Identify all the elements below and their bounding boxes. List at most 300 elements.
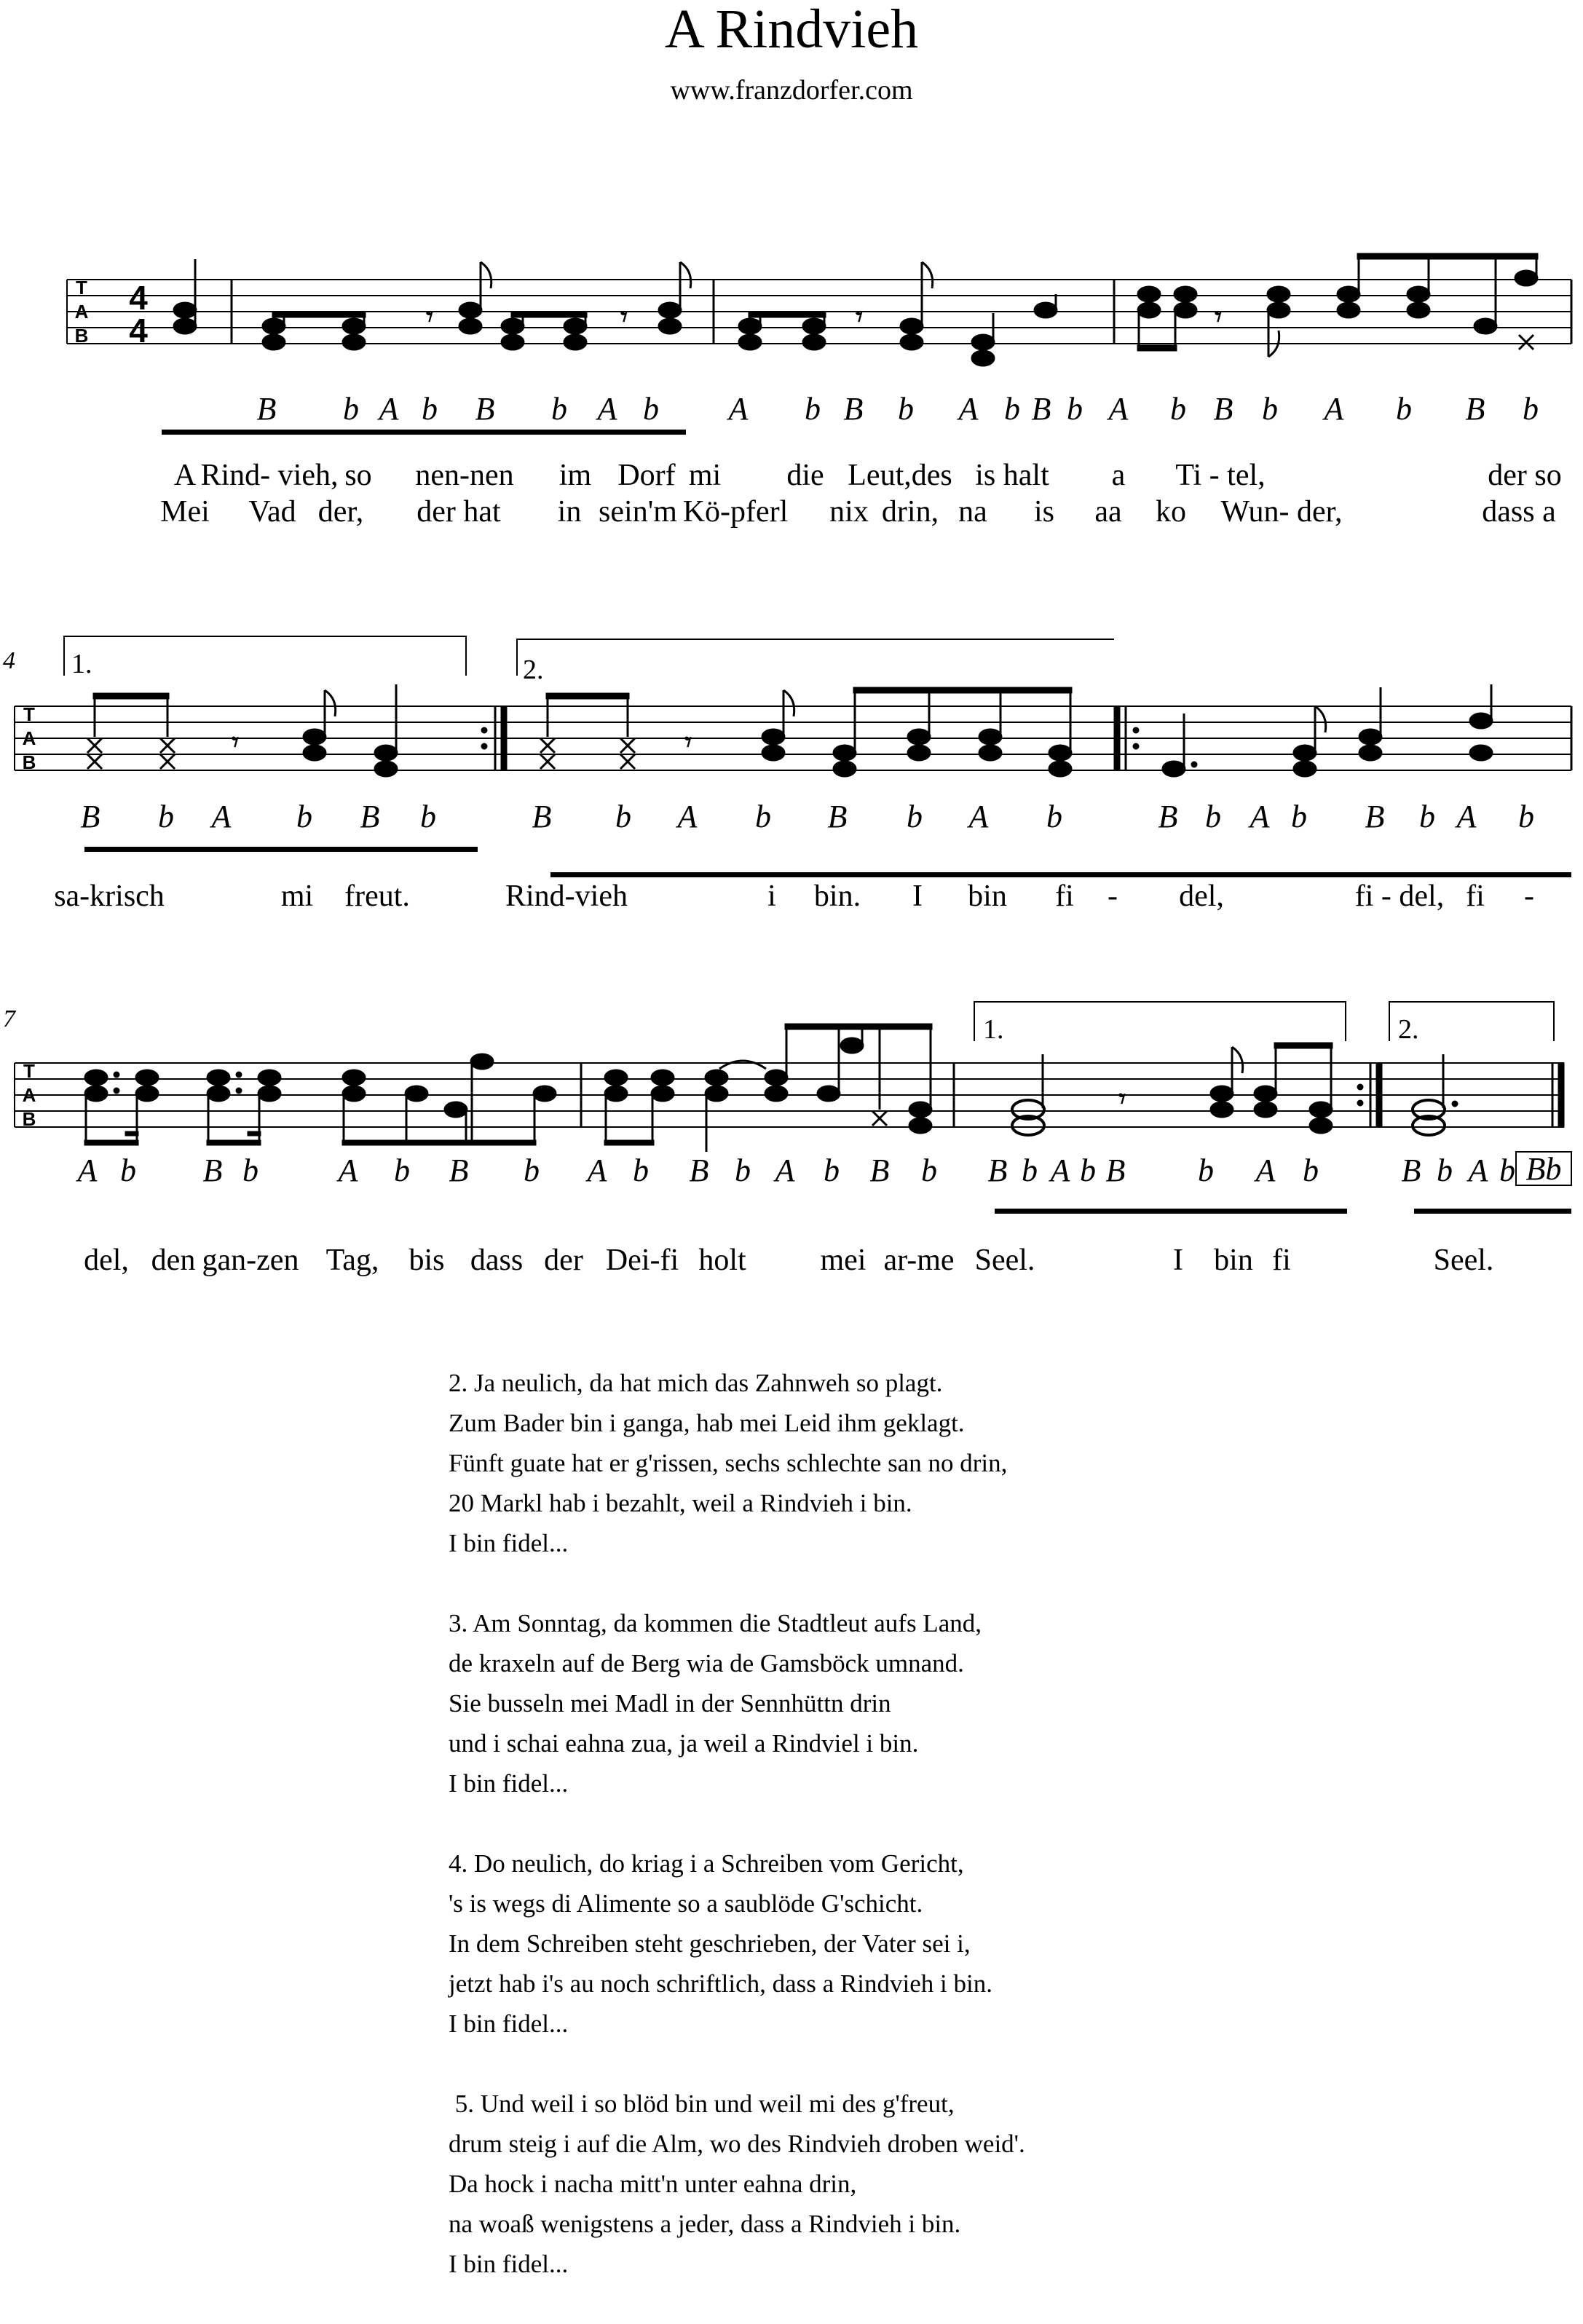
notehead	[738, 334, 762, 350]
lyric-syllable: -	[1524, 880, 1534, 913]
bass-chord: A	[958, 391, 979, 427]
lyric-syllable: fi	[1272, 1244, 1291, 1277]
notehead	[258, 1086, 281, 1102]
beam	[84, 1140, 138, 1145]
lyric-syllable: Vad	[248, 495, 296, 529]
bass-chord: b	[907, 799, 923, 834]
bass-chord: b	[1067, 391, 1083, 427]
notehead	[971, 350, 995, 366]
beam	[604, 1140, 654, 1145]
bass-chord: b	[1198, 1153, 1214, 1188]
bass-chord: b	[1437, 1153, 1453, 1188]
lyric-syllable: in	[557, 495, 582, 529]
beam	[272, 312, 366, 317]
bass-chord: A	[211, 799, 232, 834]
lyric-syllable: Wun- der,	[1220, 495, 1343, 529]
bass-chord: b	[1303, 1153, 1319, 1188]
bass-chord: b	[633, 1153, 649, 1188]
eighth-rest: 𝄾	[426, 302, 434, 333]
bass-chord: B	[80, 799, 100, 834]
notehead	[765, 1070, 788, 1086]
notehead	[1407, 302, 1430, 318]
bass-chord: b	[343, 391, 359, 427]
notehead	[1210, 1102, 1233, 1118]
bass-chord: b	[296, 799, 312, 834]
tab-clef-letter: B	[22, 751, 36, 773]
notehead	[658, 302, 682, 318]
notehead	[705, 1086, 728, 1102]
bass-chord: b	[735, 1153, 751, 1188]
system-3	[3, 1002, 1571, 1277]
bass-chord: b	[1518, 799, 1534, 834]
notehead	[1337, 286, 1360, 302]
volta-label: 2.	[1398, 1014, 1419, 1045]
notehead	[1407, 286, 1430, 302]
notehead	[342, 1070, 366, 1086]
notehead	[135, 1070, 159, 1086]
bass-row	[76, 1153, 1515, 1188]
tab-clef-letter: T	[23, 703, 35, 725]
bass-chord: A	[77, 1153, 98, 1188]
bass-chord: b	[551, 391, 567, 427]
beam	[546, 693, 629, 699]
bass-chord: b	[1022, 1153, 1038, 1188]
bass-chord: b	[1080, 1153, 1096, 1188]
notehead	[802, 318, 826, 334]
bass-chord: B	[869, 1153, 890, 1188]
lyric-syllable: der hat	[417, 495, 501, 529]
lyric-syllable: Ti - tel,	[1175, 459, 1266, 492]
verse-line: drum steig i auf die Alm, wo des Rindvieh droben weid'.	[449, 2130, 1025, 2158]
lyric-syllable: freut.	[344, 880, 410, 913]
bass-chord: B	[1465, 391, 1485, 427]
verse-line: I bin fidel...	[449, 2250, 569, 2278]
lyric-syllable: Seel.	[1433, 1244, 1494, 1277]
bass-chord: A	[1108, 391, 1129, 427]
notehead	[705, 1070, 728, 1086]
notehead	[1210, 1086, 1233, 1102]
beam	[1274, 1043, 1333, 1048]
lyric-syllable: Dei-fi	[605, 1244, 679, 1277]
bass-bar	[162, 430, 686, 435]
volta-bracket	[64, 636, 1114, 676]
lyric-syllable: I	[1173, 1244, 1183, 1277]
bass-chord: B	[202, 1153, 223, 1188]
beam	[853, 687, 1072, 693]
verse-line: 's is wegs di Alimente so a saublöde G'schicht.	[449, 1889, 923, 1918]
bass-chord: B	[1105, 1153, 1126, 1188]
notehead	[564, 318, 587, 334]
notehead	[342, 334, 366, 350]
bass-chord: A	[379, 391, 399, 427]
notehead	[651, 1086, 674, 1102]
chord-box-label: Bb	[1525, 1151, 1562, 1187]
bass-chord: A	[1468, 1153, 1488, 1188]
bass-chord: b	[524, 1153, 540, 1188]
bass-chord: B	[987, 1153, 1008, 1188]
beam	[93, 693, 169, 699]
verse-5	[449, 2084, 1395, 2284]
volta-label: 1.	[71, 649, 92, 679]
notehead	[405, 1086, 428, 1102]
notehead	[1254, 1086, 1277, 1102]
notes	[173, 253, 1538, 366]
beam	[1137, 345, 1177, 351]
notehead	[501, 334, 524, 350]
bass-chord: b	[1419, 799, 1435, 834]
tab-clef-letter: A	[22, 1084, 36, 1106]
time-signature	[129, 279, 148, 349]
bass-chord: b	[420, 799, 436, 834]
tab-clef-letter: A	[74, 301, 89, 323]
notehead	[900, 318, 923, 334]
beam	[749, 312, 826, 317]
lyric-syllable: fi - del,	[1354, 880, 1445, 913]
notehead	[907, 729, 931, 745]
lyric-syllable: gan-zen	[202, 1244, 299, 1277]
verse-line: de kraxeln auf de Berg wia de Gamsböck umnand.	[449, 1649, 964, 1677]
notehead	[1469, 745, 1493, 761]
notehead	[303, 745, 326, 761]
lyric-syllable: so	[344, 459, 372, 492]
bass-chord: A	[1456, 799, 1477, 834]
verse-line: na woaß wenigstens a jeder, dass a Rindvieh i bin.	[449, 2210, 961, 2238]
lyric-syllable: bin	[968, 880, 1007, 913]
verse-line: jetzt hab i's au noch schriftlich, dass a Rindvieh i bin.	[449, 1969, 992, 1998]
notehead	[909, 1102, 932, 1118]
lyric-syllable: Mei	[160, 495, 210, 529]
lyric-syllable: holt	[698, 1244, 746, 1277]
volta-bracket	[974, 1002, 1554, 1041]
bass-chord: B	[843, 391, 864, 427]
bass-chord: b	[824, 1153, 840, 1188]
lyrics-verse-1	[174, 459, 1562, 492]
notehead	[533, 1086, 556, 1102]
lyric-syllable: ko	[1156, 495, 1186, 529]
notehead	[979, 729, 1002, 745]
bass-chord: B	[449, 1153, 469, 1188]
bass-chord: b	[615, 799, 631, 834]
tab-clef	[75, 277, 89, 347]
eighth-rest: 𝄾	[232, 727, 240, 758]
tab-clef	[23, 1060, 36, 1130]
notehead	[817, 1086, 840, 1102]
bass-chord: b	[921, 1153, 937, 1188]
beam	[785, 1024, 932, 1029]
verse-line: I bin fidel...	[449, 1529, 569, 1557]
bass-chord: A	[587, 1153, 607, 1188]
bass-chord: b	[805, 391, 821, 427]
notehead	[1474, 318, 1497, 334]
verse-line: 20 Markl hab i bezahlt, weil a Rindvieh i bin.	[449, 1489, 912, 1517]
lyric-syllable: der so	[1488, 459, 1562, 492]
notehead	[258, 1070, 281, 1086]
verse-line: Zum Bader bin i ganga, hab mei Leid ihm geklagt.	[449, 1409, 965, 1437]
notehead	[84, 1070, 108, 1086]
bass-chord: B	[256, 391, 277, 427]
bass-chord: b	[1523, 391, 1539, 427]
bass-chord: b	[1396, 391, 1412, 427]
lyric-syllable: Kö-pferl	[682, 495, 789, 529]
dead-note	[872, 1111, 887, 1126]
bass-bar	[84, 847, 478, 852]
lyric-syllable: Leut,des	[848, 459, 952, 492]
dead-note	[1519, 335, 1533, 349]
beam	[511, 312, 587, 317]
notehead	[651, 1070, 674, 1086]
verse-line: Sie busseln mei Madl in der Sennhüttn drin	[449, 1689, 891, 1718]
notehead	[1137, 286, 1161, 302]
notehead	[84, 1086, 108, 1102]
lyric-syllable: mi	[688, 459, 722, 492]
notehead	[1359, 745, 1382, 761]
bass-chord: b	[394, 1153, 410, 1188]
verse-line: Da hock i nacha mitt'n unter eahna drin,	[449, 2170, 857, 2198]
bass-bar	[1414, 1209, 1571, 1214]
lyric-syllable: A	[173, 459, 197, 492]
notehead	[173, 318, 197, 334]
beam	[207, 1140, 261, 1145]
notes	[84, 1024, 1458, 1152]
notehead	[1034, 302, 1057, 318]
lyric-syllable: is	[1033, 495, 1055, 529]
time-signature-top: 4	[129, 279, 148, 317]
notehead	[459, 302, 482, 318]
bass-chord: A	[1050, 1153, 1070, 1188]
verse-2	[449, 1363, 1395, 1563]
lyric-syllable: mi	[280, 880, 314, 913]
notehead	[342, 1086, 366, 1102]
notehead	[1267, 302, 1290, 318]
volta-label: 2.	[523, 655, 544, 685]
bass-chord: A	[338, 1153, 358, 1188]
notehead	[833, 745, 856, 761]
verse-line: Fünft guate hat er g'rissen, sechs schlechte san no drin,	[449, 1449, 1008, 1477]
bass-row	[81, 799, 1534, 834]
lyric-syllable: im	[558, 459, 592, 492]
beam	[125, 1131, 138, 1136]
lyric-syllable: der	[544, 1244, 583, 1277]
notehead	[833, 761, 856, 777]
lyric-syllable: fi	[1466, 880, 1485, 913]
eighth-rest: 𝄾	[684, 727, 692, 758]
verse-line: und i schai eahna zua, ja weil a Rindviel i bin.	[449, 1729, 919, 1758]
notehead	[1337, 302, 1360, 318]
lyric-syllable: na	[958, 495, 987, 529]
notehead	[135, 1086, 159, 1102]
lyric-syllable: a	[1111, 459, 1126, 492]
verse-line: I bin fidel...	[449, 1769, 569, 1798]
bass-chord: B	[827, 799, 848, 834]
notehead	[762, 745, 785, 761]
notehead	[374, 761, 398, 777]
tab-clef-letter: T	[76, 277, 87, 299]
lyric-syllable: Rind-vieh	[505, 880, 628, 913]
bass-chord: B	[1213, 391, 1233, 427]
bass-chord: B	[1401, 1153, 1421, 1188]
bass-chord: b	[242, 1153, 258, 1188]
lyric-syllable: fi	[1055, 880, 1074, 913]
bass-chord: B	[532, 799, 552, 834]
bass-chord: b	[1046, 799, 1062, 834]
notehead	[444, 1102, 467, 1118]
notehead	[907, 745, 931, 761]
time-signature-bottom: 4	[129, 312, 148, 349]
eighth-rest: 𝄾	[620, 302, 628, 333]
notehead	[374, 745, 398, 761]
bass-chord: b	[1291, 799, 1307, 834]
lyric-syllable: bin.	[813, 880, 861, 913]
tie	[719, 1061, 766, 1069]
verse-line: 3. Am Sonntag, da kommen die Stadtleut aufs Land,	[449, 1609, 982, 1637]
notehead	[1309, 1102, 1333, 1118]
notehead	[1162, 761, 1185, 777]
bass-chord: A	[728, 391, 749, 427]
verse-3	[449, 1603, 1395, 1803]
lyric-syllable: dass	[470, 1244, 524, 1277]
notes	[87, 684, 1493, 777]
tab-clef	[23, 703, 36, 773]
bass-chord: A	[1255, 1153, 1276, 1188]
lyric-syllable: Seel.	[974, 1244, 1035, 1277]
lyric-syllable: -	[1108, 880, 1118, 913]
lyric-syllable: del,	[1179, 880, 1224, 913]
notehead	[342, 318, 366, 334]
notehead	[1267, 286, 1290, 302]
lyric-syllable: nen-nen	[415, 459, 514, 492]
bass-chord: A	[597, 391, 617, 427]
lyric-syllable: nix	[829, 495, 869, 529]
bass-chord: A	[775, 1153, 795, 1188]
beam	[248, 1131, 261, 1136]
lyric-syllable: bin	[1214, 1244, 1253, 1277]
notehead	[564, 334, 587, 350]
verse-4	[449, 1843, 1395, 2044]
verse-line: 4. Do neulich, do kriag i a Schreiben vom Gericht,	[449, 1849, 964, 1878]
notehead	[1049, 761, 1072, 777]
lyric-syllable: drin,	[881, 495, 939, 529]
notehead	[1293, 745, 1316, 761]
lyric-syllable: der,	[317, 495, 364, 529]
verses-block	[449, 1363, 1395, 2324]
bass-chord: b	[1004, 391, 1020, 427]
measure-number: 7	[3, 1005, 15, 1032]
notehead	[262, 318, 285, 334]
notehead	[762, 729, 785, 745]
notehead	[604, 1086, 628, 1102]
lyrics-verse-1	[54, 880, 1534, 913]
beam	[1357, 253, 1538, 259]
tab-clef-letter: A	[22, 727, 36, 749]
lyric-syllable: bis	[408, 1244, 445, 1277]
website-url: www.franzdorfer.com	[670, 75, 913, 106]
eighth-rest: 𝄾	[1118, 1084, 1126, 1115]
lyric-syllable: aa	[1094, 495, 1122, 529]
bass-chord: b	[755, 799, 771, 834]
notehead	[262, 334, 285, 350]
notehead	[173, 302, 197, 318]
system-2	[3, 636, 1571, 913]
eighth-rest: 𝄾	[1215, 302, 1223, 333]
bass-chord: A	[968, 799, 989, 834]
notehead	[658, 318, 682, 334]
verse-line: In dem Schreiben steht geschrieben, der Vater sei i,	[449, 1929, 971, 1958]
bass-chord: b	[1170, 391, 1186, 427]
lyric-syllable: die	[786, 459, 824, 492]
bass-chord: A	[1250, 799, 1270, 834]
bass-chord: A	[677, 799, 698, 834]
notehead	[1174, 302, 1197, 318]
bass-chord: b	[1499, 1153, 1515, 1188]
notehead	[971, 334, 995, 350]
lyric-syllable: del,	[84, 1244, 129, 1277]
notehead	[1174, 286, 1197, 302]
lyric-syllable: is halt	[975, 459, 1049, 492]
notehead	[900, 334, 923, 350]
notehead	[303, 729, 326, 745]
notehead	[738, 318, 762, 334]
lyric-syllable: Rind- vieh,	[200, 459, 339, 492]
lyric-syllable: Tag,	[325, 1244, 379, 1277]
notehead	[1293, 761, 1316, 777]
lyric-syllable: mei	[820, 1244, 866, 1277]
notehead	[909, 1118, 932, 1134]
measure-number: 4	[3, 647, 15, 674]
notehead	[1469, 713, 1493, 729]
notehead	[979, 745, 1002, 761]
verse-line: 5. Und weil i so blöd bin und weil mi des g'freut,	[449, 2090, 955, 2118]
song-title: A Rindvieh	[664, 0, 919, 60]
bass-chord: b	[898, 391, 914, 427]
lyric-syllable: Dorf	[617, 459, 676, 492]
verse-line: I bin fidel...	[449, 2009, 569, 2038]
tab-clef-letter: B	[74, 325, 89, 347]
bass-chord: B	[475, 391, 495, 427]
notehead	[207, 1086, 230, 1102]
notehead	[207, 1070, 230, 1086]
notehead	[765, 1086, 788, 1102]
beam	[342, 1140, 536, 1145]
lyric-syllable: sein'm	[599, 495, 677, 529]
notehead	[470, 1054, 494, 1070]
bass-chord: B	[360, 799, 380, 834]
bass-bar	[550, 872, 1571, 877]
notehead	[501, 318, 524, 334]
lyric-syllable: dass a	[1482, 495, 1556, 529]
bass-chord: B	[1365, 799, 1385, 834]
bass-row	[257, 391, 1539, 427]
verse-line: 2. Ja neulich, da hat mich das Zahnweh so plagt.	[449, 1369, 943, 1397]
notehead	[840, 1038, 864, 1054]
bass-chord: A	[1324, 391, 1344, 427]
bass-chord: b	[158, 799, 174, 834]
bass-chord: b	[1205, 799, 1221, 834]
tab-clef-letter: T	[23, 1060, 35, 1082]
lyric-syllable: I	[912, 880, 923, 913]
tab-clef-letter: B	[22, 1108, 36, 1130]
bass-chord: b	[643, 391, 659, 427]
bass-chord: B	[1158, 799, 1178, 834]
notehead	[459, 318, 482, 334]
lyric-syllable: sa-krisch	[54, 880, 165, 913]
bass-bar	[995, 1209, 1347, 1214]
notehead	[1309, 1118, 1333, 1134]
bass-chord: B	[1031, 391, 1051, 427]
notehead	[802, 334, 826, 350]
volta-label: 1.	[983, 1014, 1004, 1045]
system-1	[67, 253, 1571, 529]
notehead	[1515, 270, 1538, 286]
